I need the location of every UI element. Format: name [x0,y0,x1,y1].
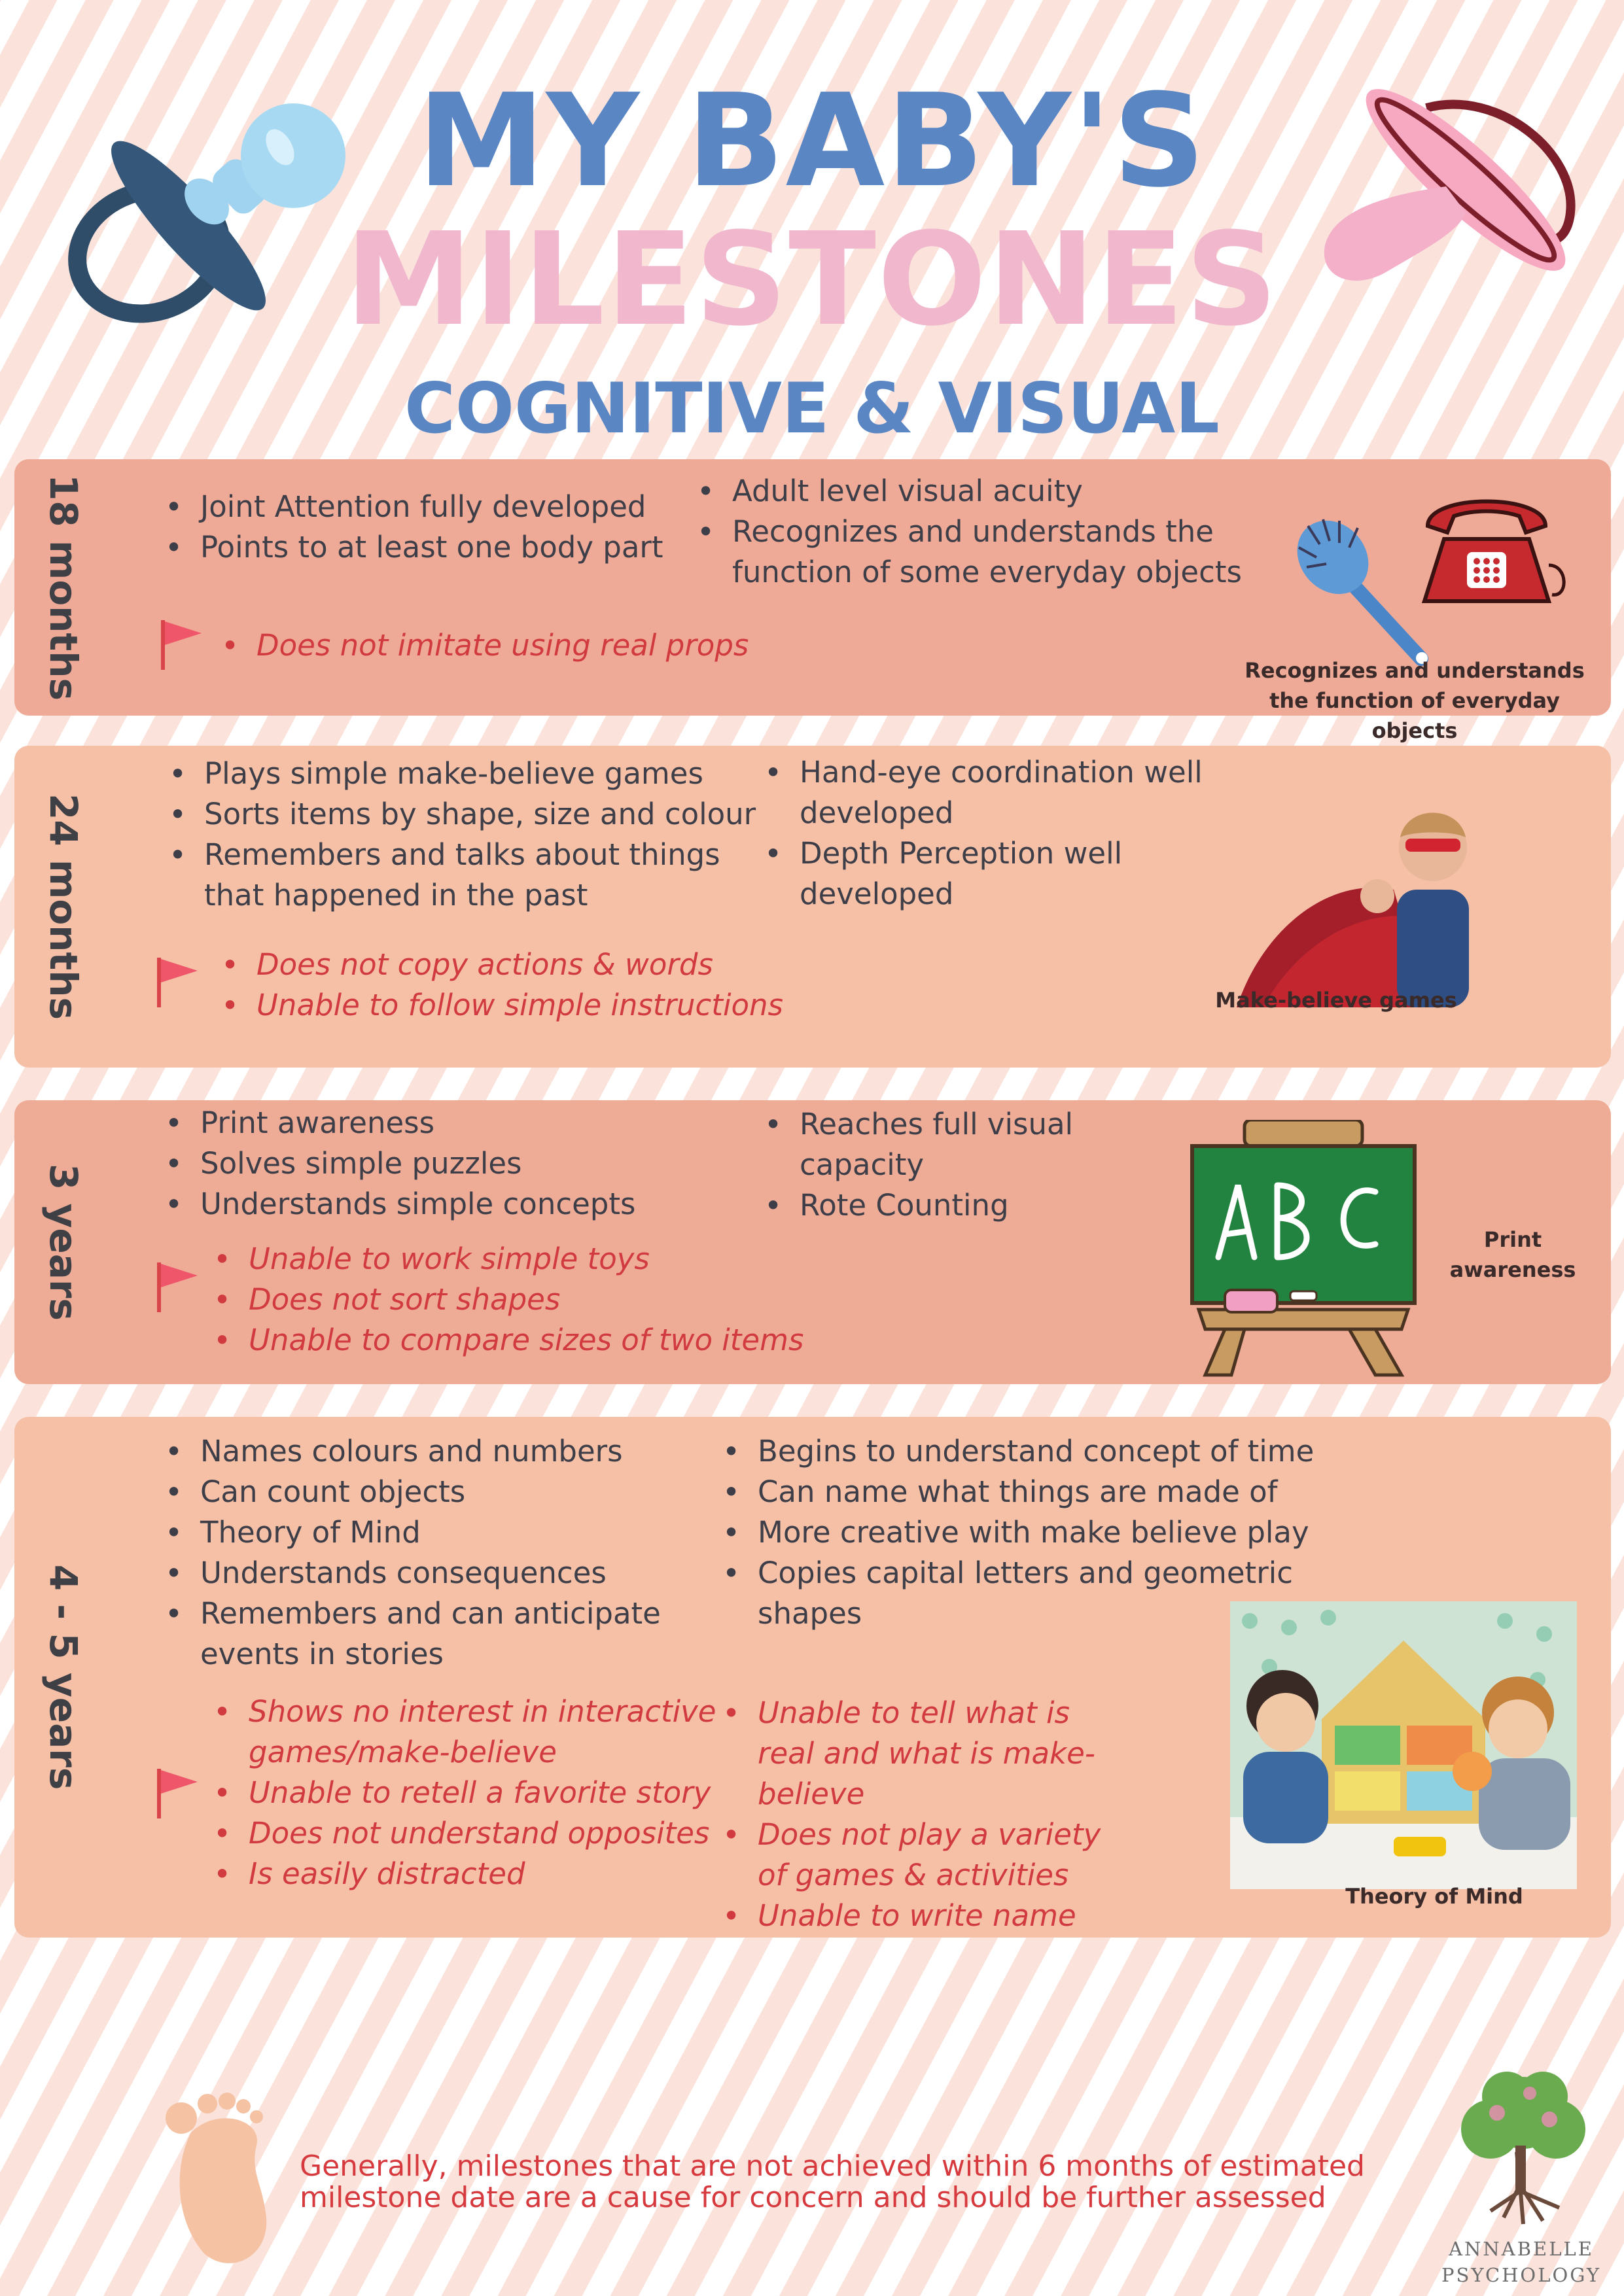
logo-line2: PSYCHOLOGY [1441,2264,1602,2286]
age-label: 18 months [41,474,86,701]
warning-signs-col1 [208,1692,725,1894]
list-item: • Reaches full visual capacity [759,1104,1125,1185]
list-item: • Shows no interest in interactive games/make-believe [208,1692,725,1773]
page-title-line1: MY BABY'S [417,67,1207,216]
list-item: • Unable to work simple toys [208,1239,862,1279]
list-item: • Unable to write name [717,1896,1123,1936]
list-item: • Unable to follow simple instructions [216,985,857,1026]
children-playing-photo [1230,1601,1577,1889]
list-item: • Understands simple concepts [160,1184,749,1225]
image-caption: Print awareness [1449,1227,1576,1282]
page-subtitle: COGNITIVE & VISUAL [404,368,1220,449]
red-flag-icon [154,955,200,1009]
image-caption: Make-believe games [1215,988,1457,1013]
list-item: • Rote Counting [759,1185,1125,1226]
footer-note: Generally, milestones that are not achieved within 6 months of estimated milestone date are a cause for concern and should be further assessed [300,2149,1365,2214]
age-label: 24 months [41,793,86,1020]
milestones-col1 [164,754,766,916]
list-item: • Does not play a variety of games & activities [717,1815,1123,1896]
list-item: • Joint Attention fully developed [160,487,683,527]
milestones-col2 [759,752,1230,914]
age-label: 4 - 5 years [41,1564,86,1790]
image-caption: Recognizes and understands the function of everyday objects [1244,658,1585,743]
baby-foot-icon [152,2080,289,2270]
red-flag-icon [158,617,204,671]
list-item: • Remembers and talks about things that happened in the past [164,835,766,916]
list-item: • Adult level visual acuity [692,471,1280,512]
list-item: • Is easily distracted [208,1854,725,1894]
list-item: • Can count objects [160,1472,722,1512]
chalkboard-icon [1179,1120,1441,1382]
red-flag-icon [154,1260,200,1313]
list-item: • More creative with make believe play [717,1512,1339,1553]
warning-signs [208,1239,862,1361]
warning-signs [216,945,857,1026]
milestones-col1 [160,1431,722,1675]
milestones-col2 [759,1104,1125,1226]
logo-line1: ANNABELLE [1449,2238,1594,2260]
list-item: • Remembers and can anticipate events in stories [160,1593,722,1675]
list-item: • Recognizes and understands the function of some everyday objects [692,512,1280,593]
milestones-col2 [692,471,1280,593]
age-label: 3 years [41,1164,86,1321]
section-24-months [14,746,1611,1068]
logo-wordmark [1426,2236,1616,2288]
list-item: • Names colours and numbers [160,1431,722,1472]
telephone-icon [1408,487,1572,611]
list-item: • Understands consequences [160,1553,722,1593]
list-item: • Does not understand opposites [208,1813,725,1854]
list-item: • Plays simple make-believe games [164,754,766,794]
list-item: • Print awareness [160,1103,749,1143]
list-item: • Does not sort shapes [208,1279,862,1320]
list-item: • Copies capital letters and geometric shapes [717,1553,1339,1634]
list-item: • Sorts items by shape, size and colour [164,794,766,835]
milestones-col1 [160,1103,749,1225]
list-item: • Begins to understand concept of time [717,1431,1339,1472]
make-believe-photo [1237,785,1511,1007]
tree-logo-icon [1451,2067,1595,2237]
red-flag-icon [154,1766,200,1820]
image-caption: Theory of Mind [1345,1884,1523,1909]
warning-signs-col2 [717,1693,1123,1936]
list-item: • Theory of Mind [160,1512,722,1553]
list-item: • Unable to retell a favorite story [208,1773,725,1813]
list-item: • Unable to compare sizes of two items [208,1320,862,1361]
list-item: • Hand-eye coordination well developed [759,752,1230,833]
list-item: • Depth Perception well developed [759,833,1230,914]
section-3-years [14,1100,1611,1384]
list-item: • Points to at least one body part [160,527,683,568]
list-item: • Can name what things are made of [717,1472,1339,1512]
milestones-col1 [160,487,683,568]
page-title-line2: MILESTONES [345,205,1279,355]
section-4-5-years [14,1417,1611,1938]
list-item: • Solves simple puzzles [160,1143,749,1184]
list-item: • Does not imitate using real props [216,625,805,666]
list-item: • Unable to tell what is real and what is make-believe [717,1693,1123,1815]
section-18-months [14,459,1611,743]
list-item: • Does not copy actions & words [216,945,857,985]
warning-signs [216,625,805,666]
